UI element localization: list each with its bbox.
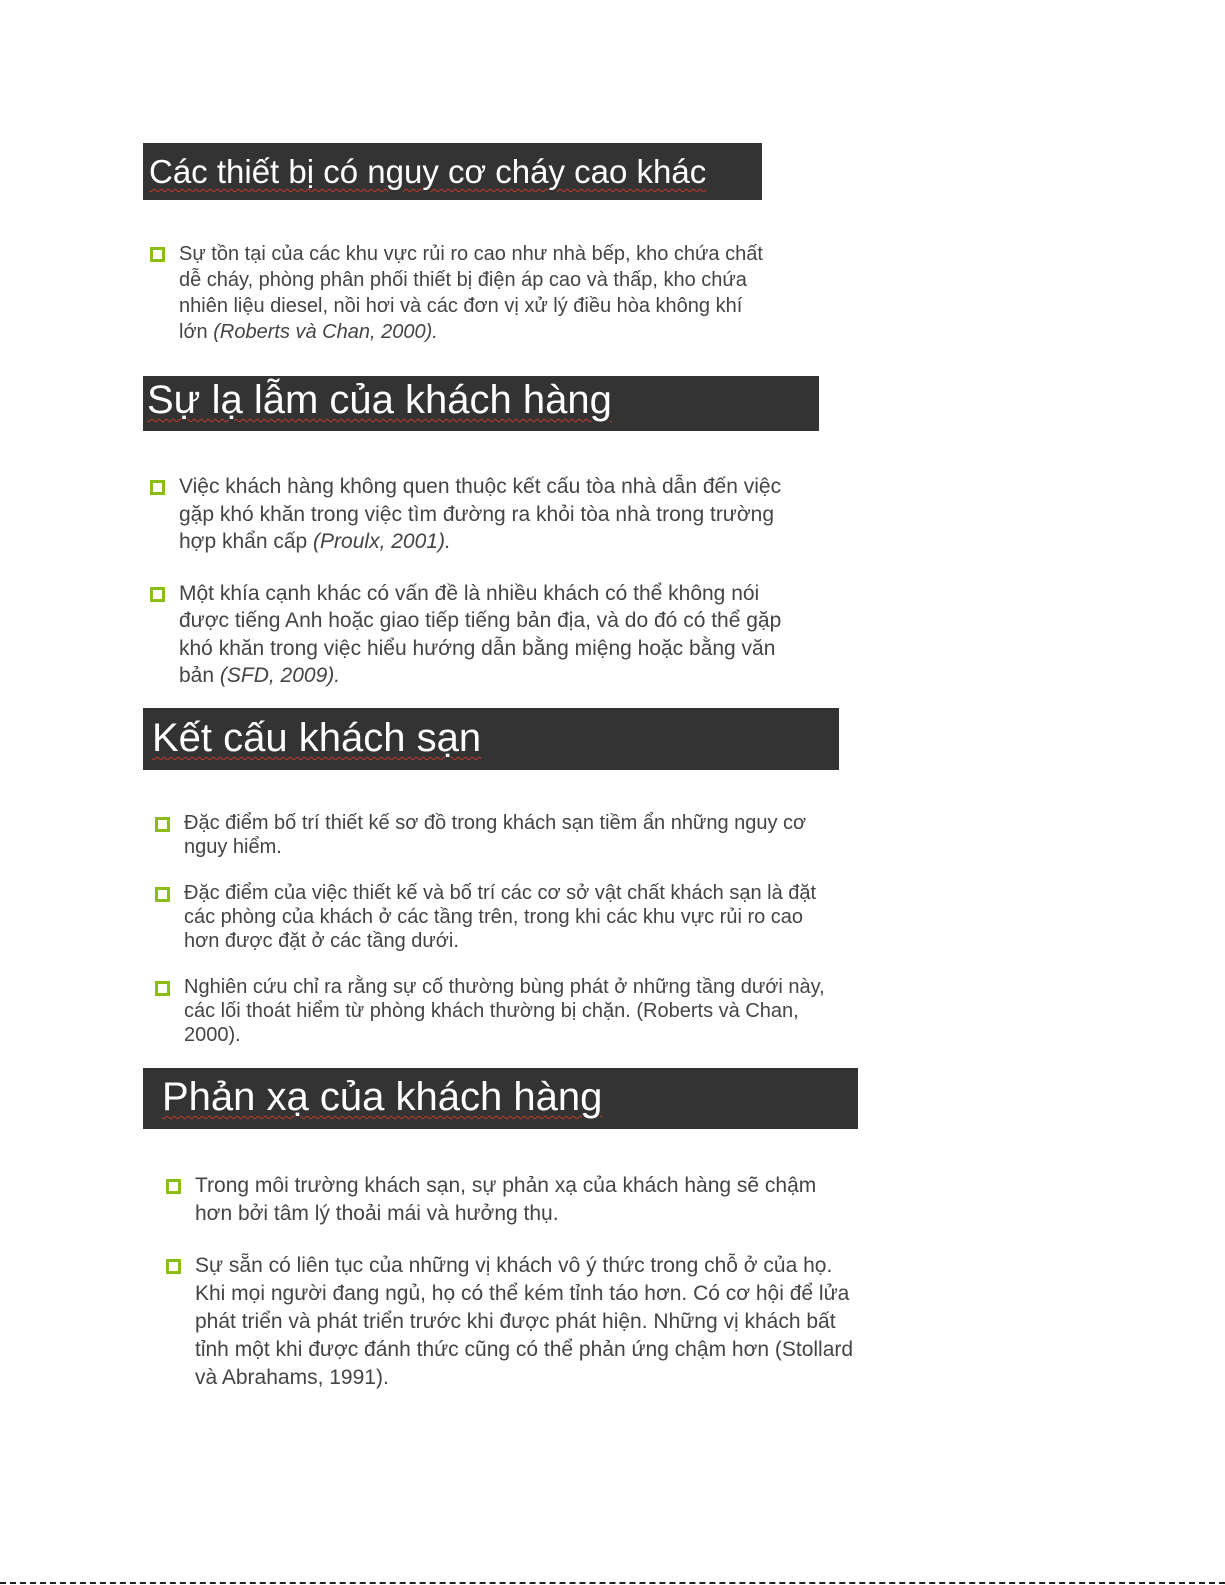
square-bullet-icon [150,247,165,262]
section-heading-3-text: Kết cấu khách sạn [152,716,482,760]
list-item [155,811,835,859]
section-1-bullets [150,241,770,345]
page-bottom-divider [0,1582,1225,1584]
section-heading-1-text: Các thiết bị có nguy cơ cháy cao khác [149,153,707,190]
list-item [150,473,810,556]
section-2-bullets [150,473,810,690]
square-bullet-icon [155,981,170,996]
section-heading-2 [143,376,819,431]
bullet-text: Nghiên cứu chỉ ra rằng sự cố thường bùng phát ở những tầng dưới này, các lối thoát hiểm từ phòng khách thường bị chặn. (Roberts và Chan, 2000). [184,976,825,1046]
section-heading-4-text: Phản xạ của khách hàng [162,1075,603,1119]
square-bullet-icon [155,887,170,902]
list-item [166,1172,856,1228]
citation: (Roberts và Chan, 2000). [213,321,438,343]
section-3-bullets [155,811,835,1047]
bullet-text: Một khía cạnh khác có vấn đề là nhiều khách có thể không nói được tiếng Anh hoặc giao tiếp tiếng bản địa, và do đó có thể gặp khó khăn trong việc hiểu hướng dẫn bằng miệng hoặc bằng văn bản [179,581,782,687]
list-item [166,1252,856,1392]
bullet-text: Đặc điểm của việc thiết kế và bố trí các cơ sở vật chất khách sạn là đặt các phòng của khách ở các tầng trên, trong khi các khu vực rủi ro cao hơn được đặt ở các tầng dưới. [184,882,817,952]
section-4-bullets [166,1172,856,1392]
list-item [155,881,835,953]
square-bullet-icon [150,587,165,602]
square-bullet-icon [150,480,165,495]
bullet-text: Đặc điểm bố trí thiết kế sơ đồ trong khách sạn tiềm ẩn những nguy cơ nguy hiểm. [184,812,807,858]
list-item [150,241,770,345]
bullet-text: Việc khách hàng không quen thuộc kết cấu tòa nhà dẫn đến việc gặp khó khăn trong việc tìm đường ra khỏi tòa nhà trong trường hợp khẩn cấp [179,475,782,553]
section-heading-2-text: Sự lạ lẫm của khách hàng [147,378,612,422]
bullet-text: Sự tồn tại của các khu vực rủi ro cao như nhà bếp, kho chứa chất dễ cháy, phòng phân phối thiết bị điện áp cao và thấp, kho chứa nhiên liệu diesel, nồi hơi và các đơn vị xử lý điều hòa không khí lớn [179,243,763,343]
list-item [150,580,810,690]
citation: (SFD, 2009). [219,664,341,687]
list-item [155,975,835,1047]
square-bullet-icon [155,817,170,832]
section-heading-3 [143,708,839,770]
citation: (Proulx, 2001). [313,530,451,553]
bullet-text: Sự sẵn có liên tục của những vị khách vô ý thức trong chỗ ở của họ. Khi mọi người đang ngủ, họ có thể kém tỉnh táo hơn. Có cơ hội để lửa phát triển và phát triển trước khi được phát hiện. Những vị khách bất tỉnh một khi được đánh thức cũng có thể phản ứng chậm hơn (Stollard và Abrahams, 1991). [195,1254,854,1389]
bullet-text: Trong môi trường khách sạn, sự phản xạ của khách hàng sẽ chậm hơn bởi tâm lý thoải mái và hưởng thụ. [195,1174,817,1225]
square-bullet-icon [166,1259,181,1274]
section-heading-4 [143,1068,858,1129]
square-bullet-icon [166,1179,181,1194]
section-heading-1 [143,143,762,200]
